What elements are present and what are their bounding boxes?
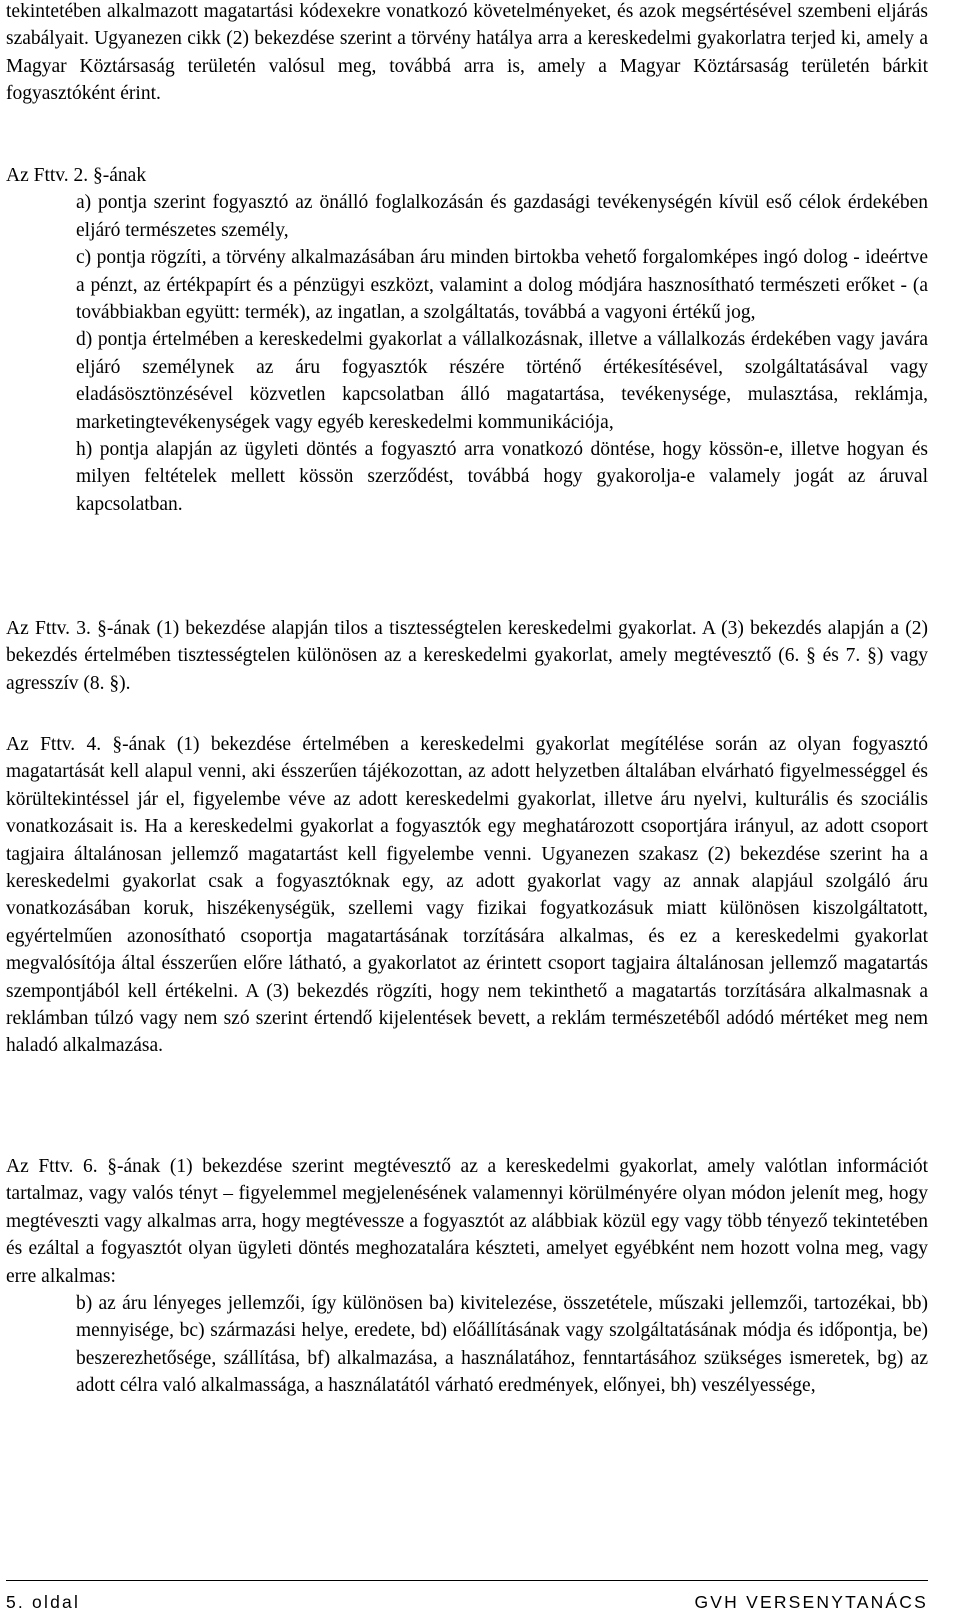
paragraph-intro: tekintetében alkalmazott magatartási kódexekre vonatkozó követelményeket, és azok megsértésével szembeni eljárás szabályait. Ugyanezen cikk (2) bekezdése szerint a törvény hatálya arra a kereskedelmi gyakorlatra terjed ki, amely a Magyar Köztársaság területén valósul meg, továbbá arra is, amely a Magyar Köztársaság területén bárkit fogyasztóként érint. xyxy=(6,1,928,105)
fttv-6-item-b: b) az áru lényeges jellemzői, így különösen ba) kivitelezése, összetétele, műszaki jellemzői, tartozékai, bb) mennyisége, bc) származási helye, eredete, bd) előállításának vagy szolgáltatásának módja és időpontja, be) beszerezhetősége, szállítása, bf) alkalmazása, a használatához, fenntartásához szükséges ismeretek, bg) az adott célra való alkalmassága, a használatától várható eredmények, előnyei, bh) veszélyessége, xyxy=(76,1293,928,1397)
definition-item-c: c) pontja rögzíti, a törvény alkalmazásában áru minden birtokba vehető forgalomképes ingó dolog - ideértve a pénzt, az értékpapírt és a pénzügyi eszközt, valamint a dolog módjára hasznosítható természeti erőket - (a továbbiakban együtt: termék), az ingatlan, a szolgáltatás, továbbá a vagyoni értékű jog, xyxy=(76,247,928,324)
definition-item-d: d) pontja értelmében a kereskedelmi gyakorlat a vállalkozásnak, illetve a vállalkozás érdekében vagy javára eljáró személynek az áru fogyasztók részére történő értékesítésével, szolgáltatásával vagy eladásösztönzésével közvetlen kapcsolatban álló magatartása, tevékenysége, mulasztása, reklámja, marketingtevékenységek vagy egyéb kereskedelmi kommunikációja, xyxy=(76,329,928,433)
footer-organization: GVH VERSENYTANÁCS xyxy=(694,1592,928,1612)
section-fttv-6 xyxy=(6,1153,928,1400)
page-number: 5. oldal xyxy=(6,1592,81,1612)
section-heading: Az Fttv. 2. §-ának xyxy=(6,165,147,186)
paragraph-fttv-6: Az Fttv. 6. §-ának (1) bekezdése szerint megtévesztő az a kereskedelmi gyakorlat, amely valótlan információt tartalmaz, vagy valós tényt – figyelemmel megjelenésének valamennyi körülményére olyan módon jelenít meg, hogy megtéveszti vagy alkalmas arra, hogy megtévessze a fogyasztót az alábbiak közül egy vagy több tényező tekintetében és ezáltal a fogyasztót olyan ügyleti döntés meghozatalára készteti, amelyet egyébként nem hozott volna meg, vagy erre alkalmas: xyxy=(6,1156,928,1287)
fttv-6-list xyxy=(76,1290,928,1400)
paragraph-fttv-4: Az Fttv. 4. §-ának (1) bekezdése értelmében a kereskedelmi gyakorlat megítélése során az olyan fogyasztó magatartását kell alapul venni, aki ésszerűen tájékozottan, az adott helyzetben általában elvárható figyelmességgel és körültekintéssel jár el, figyelembe véve az adott kereskedelmi gyakorlat, illetve áru nyelvi, kulturális és szociális vonatkozásait is. Ha a kereskedelmi gyakorlat a fogyasztók egy meghatározott csoportjára irányul, az adott csoport tagjaira általánosan jellemző magatartást kell figyelembe venni. Ugyanezen szakasz (2) bekezdése szerint ha a kereskedelmi gyakorlat csak a fogyasztóknak egy, az adott gyakorlat vagy az annak alapjául szolgáló áru vonatkozásában koruk, hiszékenységük, szellemi vagy fizikai fogyatkozásuk miatt különösen kiszolgáltatott, egyértelműen azonosítható csoportja magatartásának torzítására alkalmas, és ez a kereskedelmi gyakorlat megvalósítója által ésszerűen előre látható, a gyakorlatot az érintett csoport tagjaira általánosan jellemző magatartás szempontjából kell értékelni. A (3) bekezdés rögzíti, hogy nem tekinthető a magatartás torzítására alkalmasnak a reklámban túlzó vagy nem szó szerint értendő kijelentések bevett, a reklám természetéből adódó mértéket meg nem haladó alkalmazása. xyxy=(6,734,928,1057)
section-fttv-2 xyxy=(6,162,928,518)
definition-list xyxy=(76,189,928,518)
definition-item-h: h) pontja alapján az ügyleti döntés a fogyasztó arra vonatkozó döntése, hogy kössön-e, illetve hogyan és milyen feltételek mellett kössön szerződést, továbbá hogy gyakorolja-e valamely jogát az áruval kapcsolatban. xyxy=(76,439,928,515)
paragraph-fttv-3: Az Fttv. 3. §-ának (1) bekezdése alapján tilos a tisztességtelen kereskedelmi gyakorlat. A (3) bekezdés alapján a (2) bekezdés értelmében tisztességtelen különösen az a kereskedelmi gyakorlat, amely megtévesztő (6. § és 7. §) vagy agresszív (8. §). xyxy=(6,618,928,694)
footer-divider xyxy=(6,1580,928,1581)
definition-item-a: a) pontja szerint fogyasztó az önálló foglalkozásán és gazdasági tevékenységén kívül eső célok érdekében eljáró természetes személy, xyxy=(76,192,928,241)
